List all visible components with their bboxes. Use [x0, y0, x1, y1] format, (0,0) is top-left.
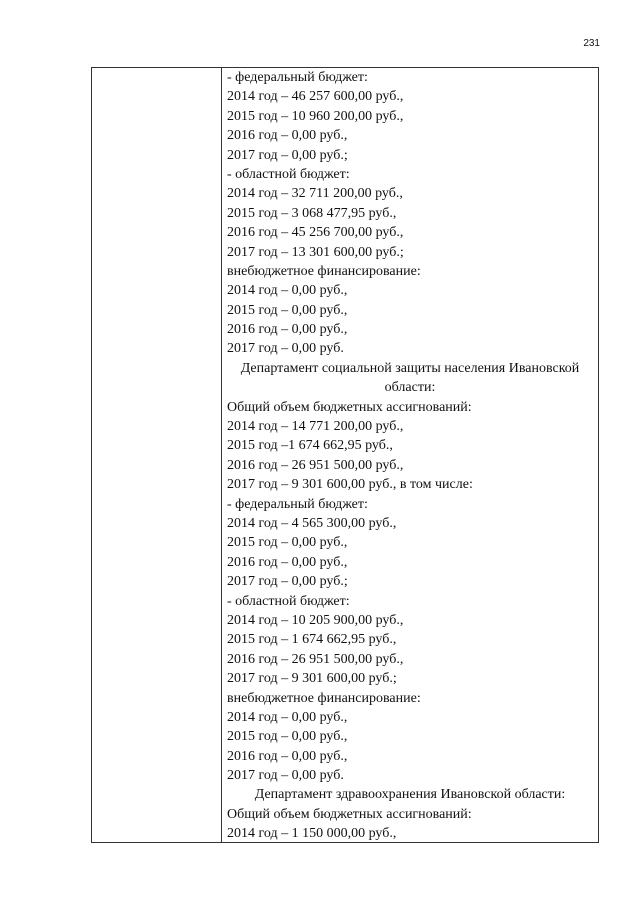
text-line: 2014 год – 46 257 600,00 руб., [227, 89, 404, 105]
text-line: 2016 год – 0,00 руб., [227, 748, 348, 764]
text-line: - федеральный бюджет: [227, 496, 368, 512]
text-line: Общий объем бюджетных ассигнований: [227, 399, 472, 415]
text-line: 2014 год – 4 565 300,00 руб., [227, 516, 397, 532]
text-line: 2017 год – 0,00 руб.; [227, 574, 348, 590]
text-line: 2015 год – 0,00 руб., [227, 535, 348, 551]
text-line: 2016 год – 26 951 500,00 руб., [227, 457, 404, 473]
text-line: 2015 год – 1 674 662,95 руб., [227, 632, 397, 648]
section-heading: Департамент социальной защиты населения Ивановской области: [240, 360, 580, 396]
text-line: 2015 год – 3 068 477,95 руб., [227, 205, 397, 221]
text-line: 2016 год – 0,00 руб., [227, 554, 348, 570]
text-line: 2016 год – 26 951 500,00 руб., [227, 651, 404, 667]
text-line: 2014 год – 1 150 000,00 руб., [227, 826, 397, 842]
text-line: 2017 год – 0,00 руб. [227, 768, 344, 784]
text-line: 2017 год – 9 301 600,00 руб., в том числе: [227, 477, 473, 493]
text-line: 2015 год –1 674 662,95 руб., [227, 438, 393, 454]
text-line: 2015 год – 10 960 200,00 руб., [227, 108, 404, 124]
text-line: Общий объем бюджетных ассигнований: [227, 806, 472, 822]
text-line: 2014 год – 0,00 руб., [227, 709, 348, 725]
text-line: 2015 год – 0,00 руб., [227, 302, 348, 318]
table-left-cell [92, 68, 222, 842]
page-number: 231 [583, 38, 600, 49]
text-line: 2017 год – 0,00 руб. [227, 341, 344, 357]
text-line: 2017 год – 13 301 600,00 руб.; [227, 244, 404, 260]
text-line: 2016 год – 45 256 700,00 руб., [227, 225, 404, 241]
text-line: 2017 год – 9 301 600,00 руб.; [227, 671, 397, 687]
text-line: 2017 год – 0,00 руб.; [227, 147, 348, 163]
text-line: - областной бюджет: [227, 593, 350, 609]
text-line: - федеральный бюджет: [227, 70, 368, 85]
text-line: 2016 год – 0,00 руб., [227, 128, 348, 144]
text-line: 2015 год – 0,00 руб., [227, 729, 348, 745]
document-table [91, 67, 599, 843]
section-heading: Департамент здравоохранения Ивановской области: [254, 787, 566, 803]
text-line: внебюджетное финансирование: [227, 263, 421, 279]
table-right-cell [222, 68, 598, 842]
text-line: 2014 год – 0,00 руб., [227, 283, 348, 299]
text-line: - областной бюджет: [227, 166, 350, 182]
text-line: 2014 год – 14 771 200,00 руб., [227, 419, 404, 435]
text-line: 2014 год – 32 711 200,00 руб., [227, 186, 403, 202]
text-line: 2016 год – 0,00 руб., [227, 322, 348, 338]
text-line: 2014 год – 10 205 900,00 руб., [227, 612, 404, 628]
text-line: внебюджетное финансирование: [227, 690, 421, 706]
